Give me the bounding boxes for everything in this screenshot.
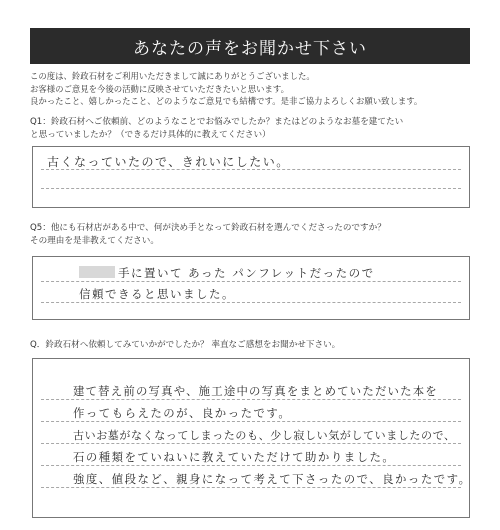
ruled-line bbox=[41, 188, 461, 189]
answer-box-1 bbox=[32, 146, 470, 208]
answer-box-impression bbox=[32, 358, 470, 518]
answer-impression-line: 建て替え前の写真や、施工途中の写真をまとめていただいた本を bbox=[73, 384, 438, 398]
question-impression bbox=[30, 339, 480, 352]
intro-line: 良かったこと、嬉しかったこと、どのようなご意見でも結構です。是非ご協力よろしくお願い致します。 bbox=[30, 96, 423, 106]
answer-impression-line: 石の種類をていねいに教えていただけて助かりました。 bbox=[73, 450, 396, 464]
ruled-line bbox=[41, 487, 461, 488]
question-1 bbox=[30, 116, 480, 141]
answer-5-line: 信頼できると思いました。 bbox=[79, 287, 235, 301]
ruled-line bbox=[41, 443, 461, 444]
answer-box-5 bbox=[32, 256, 470, 320]
intro-line: この度は、鈴政石材をご利用いただきまして誠にありがとうございました。 bbox=[30, 71, 315, 81]
answer-1-text: 古くなっていたので、きれいにしたい。 bbox=[47, 155, 290, 169]
ruled-line bbox=[41, 421, 461, 422]
ruled-line bbox=[41, 465, 461, 466]
question-5-line: Q5：他にも石材店がある中で、何が決め手となって鈴政石材を選んでくださったのですか？ bbox=[30, 223, 386, 233]
question-1-line: Q1：鈴政石材へご依頼前、どのようなことでお悩みでしたか？またはどのようなお墓を建てたい bbox=[30, 117, 404, 127]
redacted-name bbox=[79, 266, 115, 278]
page-title: あなたの声をお聞かせ下さい bbox=[133, 38, 367, 59]
intro-text bbox=[30, 70, 480, 108]
answer-impression-line: 古いお墓がなくなってしまったのも、少し寂しい気がしていましたので、 bbox=[73, 429, 456, 442]
intro-line: お客様のご意見を今後の活動に反映させていただきたいと思います。 bbox=[30, 83, 289, 94]
ruled-line bbox=[41, 281, 461, 282]
question-impression-line: Q．鈴政石材へ依頼してみていかがでしたか？ 率直なご感想をお聞かせ下さい。 bbox=[30, 340, 341, 350]
answer-impression-line: 作ってもらえたのが、良かったです。 bbox=[73, 406, 292, 420]
ruled-line bbox=[41, 399, 461, 400]
question-1-line: と思っていましたか？（できるだけ具体的に教えてください） bbox=[30, 129, 271, 140]
page-title-banner bbox=[30, 28, 470, 64]
ruled-line bbox=[41, 302, 461, 303]
answer-impression-line: 強度、値段など、親身になって考えて下さったので、良かったです。 bbox=[73, 472, 472, 486]
question-5 bbox=[30, 222, 480, 247]
question-5-line: その理由を是非教えてください。 bbox=[30, 235, 159, 246]
answer-5-line: 手に置いて あった パンフレットだったので bbox=[79, 265, 375, 281]
